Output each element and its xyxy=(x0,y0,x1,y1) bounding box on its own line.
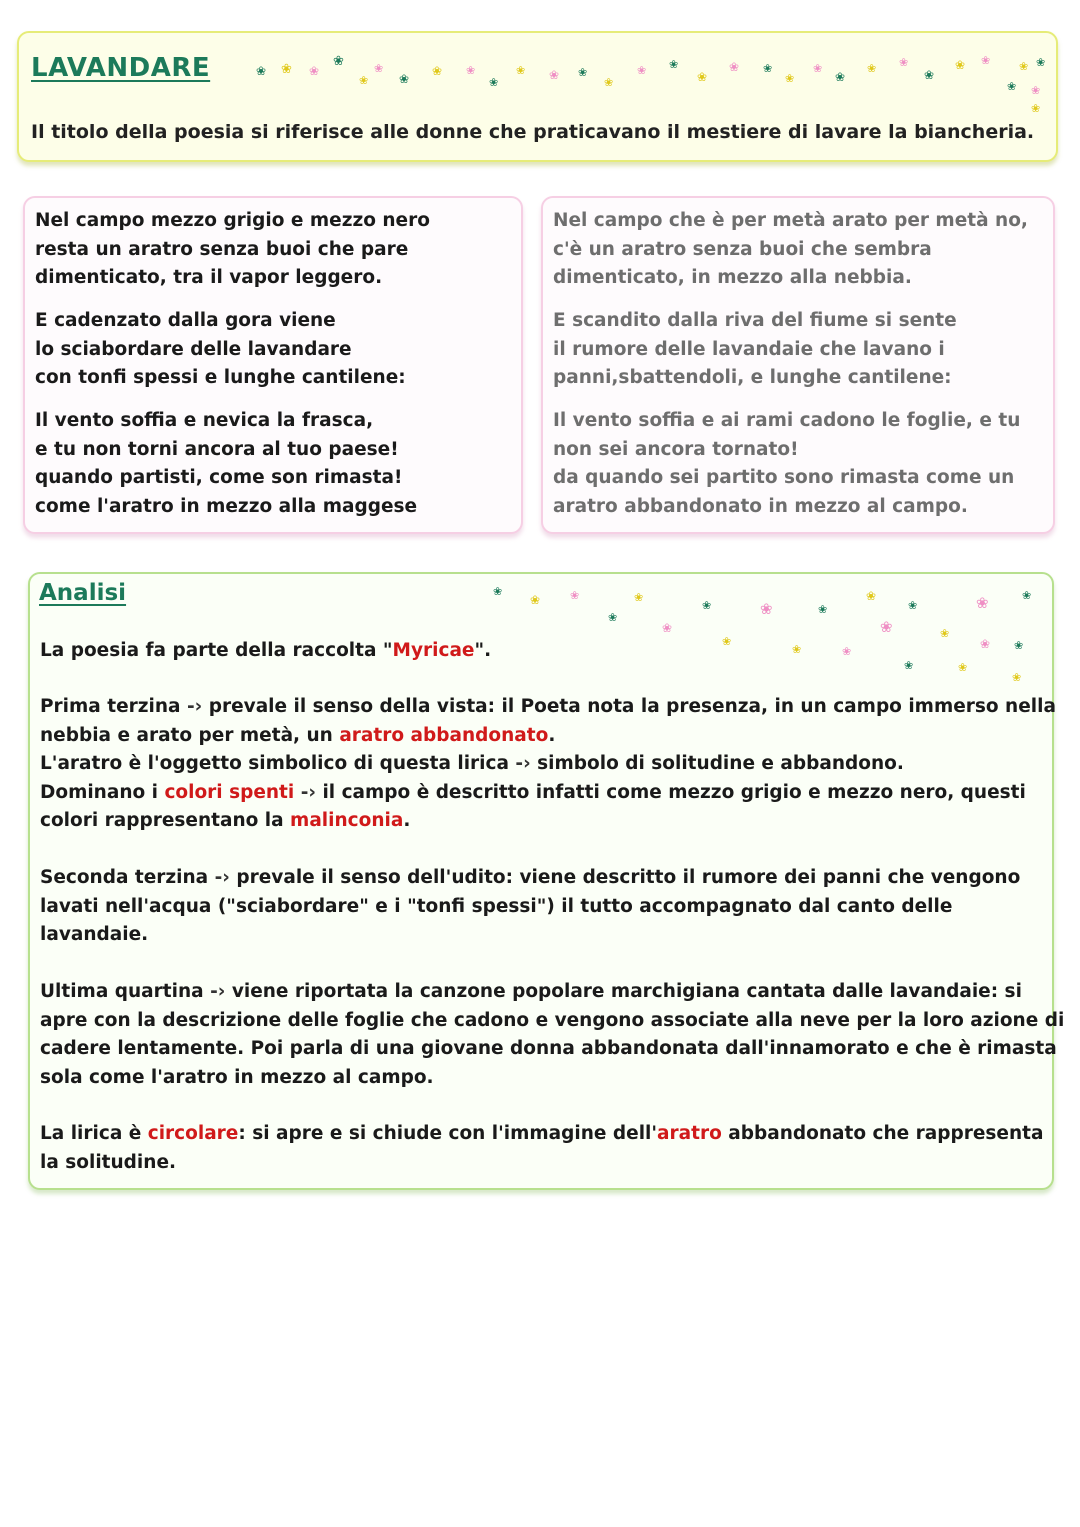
star-icon: ❀ xyxy=(634,591,644,604)
highlight-colori-spenti: colori spenti xyxy=(164,781,295,803)
star-icon: ❀ xyxy=(1019,60,1029,73)
star-icon: ❀ xyxy=(702,599,712,612)
analysis-line xyxy=(40,1120,1045,1149)
star-icon: ❀ xyxy=(1022,589,1032,602)
text: . xyxy=(548,724,556,746)
analysis-title: Analisi xyxy=(39,580,127,606)
poem-line: Nel campo mezzo grigio e mezzo nero xyxy=(35,210,430,231)
star-icon: ❀ xyxy=(924,68,935,82)
analysis-line: cadere lentamente. Poi parla di una giovane donna abbandonata dall'innamorato e che è rimasta xyxy=(40,1038,1057,1059)
text: ". xyxy=(474,640,492,661)
highlight-myricae: Myricae xyxy=(392,640,475,661)
poem-line: resta un aratro senza buoi che pare xyxy=(35,238,409,260)
star-icon: ❀ xyxy=(669,58,679,71)
paraphrase-line: aratro abbandonato in mezzo al campo. xyxy=(553,495,968,517)
paraphrase-stanza-2 xyxy=(553,307,957,393)
star-icon: ❀ xyxy=(489,76,499,89)
analysis-line: la solitudine. xyxy=(40,1151,177,1173)
paraphrase-line: E scandito dalla riva del fiume si sente xyxy=(553,310,957,331)
paraphrase-line: c'è un aratro senza buoi che sembra xyxy=(553,238,932,260)
star-icon: ❀ xyxy=(432,64,443,78)
star-icon: ❀ xyxy=(729,60,740,74)
text: Ultima quartina xyxy=(40,981,204,1002)
star-icon: ❀ xyxy=(904,659,914,672)
star-icon: ❀ xyxy=(842,645,852,658)
text: prevale il senso dell'udito: viene descritto il rumore dei panni che vengono xyxy=(229,867,1021,888)
star-icon: ❀ xyxy=(1031,102,1041,115)
highlight-aratro: aratro xyxy=(657,1123,722,1144)
star-icon: ❀ xyxy=(530,593,541,607)
star-icon: ❀ xyxy=(1007,80,1017,93)
paraphrase-stanza-3 xyxy=(553,407,1020,521)
paraphrase-stanza-1 xyxy=(553,207,1028,293)
poem-paraphrase-card xyxy=(541,196,1055,534)
star-icon: ❀ xyxy=(867,62,877,75)
star-icon: ❀ xyxy=(697,70,708,84)
poem-line: lo sciabordare delle lavandare xyxy=(35,338,352,360)
star-icon: ❀ xyxy=(374,62,384,75)
paraphrase-line: Nel campo che è per metà arato per metà no, xyxy=(553,210,1028,231)
star-icon: ❀ xyxy=(549,68,560,82)
paraphrase-line: panni,sbattendoli, e lunghe cantilene: xyxy=(553,367,952,388)
analysis-line xyxy=(40,693,1056,722)
analysis-card xyxy=(28,572,1065,1190)
text: nebbia e arato per metà, un xyxy=(40,724,340,746)
analysis-paragraph-5 xyxy=(40,1120,1045,1177)
text: viene riportata la canzone popolare marchigiana cantata dalle lavandaie: si xyxy=(225,981,1022,1002)
star-icon: ❀ xyxy=(1014,639,1024,652)
star-icon: ❀ xyxy=(493,585,503,598)
analysis-paragraph-3 xyxy=(40,864,1045,950)
star-icon: ❀ xyxy=(608,611,618,624)
star-icon: ❀ xyxy=(1012,671,1022,684)
analysis-line xyxy=(40,864,1045,893)
poem-line: come l'aratro in mezzo alla maggese xyxy=(35,495,418,517)
star-icon: ❀ xyxy=(1036,56,1046,69)
star-icon: ❀ xyxy=(399,72,410,86)
star-icon: ❀ xyxy=(256,64,267,78)
poem-original-card xyxy=(23,196,523,534)
text: Prima terzina xyxy=(40,696,181,717)
poem-stanza-3 xyxy=(35,407,417,521)
text: colori rappresentano la xyxy=(40,810,291,831)
star-icon: ❀ xyxy=(899,56,909,69)
analysis-line: lavati nell'acqua ("sciabordare" e i "tonfi spessi") il tutto accompagnato dal canto delle xyxy=(40,895,953,917)
star-icon: ❀ xyxy=(722,635,732,648)
arrow-icon: -› xyxy=(300,781,317,803)
analysis-line xyxy=(40,722,1045,751)
text: La poesia fa parte della raccolta " xyxy=(40,640,393,661)
analysis-line xyxy=(40,978,1045,1007)
star-icon: ❀ xyxy=(604,76,614,89)
text: L'aratro è l'oggetto simbolico di questa lirica xyxy=(40,753,516,774)
arrow-icon: -› xyxy=(214,867,230,888)
star-icon: ❀ xyxy=(955,58,966,72)
paraphrase-line: da quando sei partito sono rimasta come un xyxy=(553,467,1015,488)
star-icon: ❀ xyxy=(760,600,773,618)
star-icon: ❀ xyxy=(466,64,476,77)
text: La lirica è xyxy=(40,1123,148,1144)
text: il campo è descritto infatti come mezzo grigio e mezzo nero, questi xyxy=(316,781,1026,803)
star-icon: ❀ xyxy=(835,70,846,84)
paraphrase-line: il rumore delle lavandaie che lavano i xyxy=(553,338,945,360)
star-icon: ❀ xyxy=(359,74,369,87)
arrow-icon: -› xyxy=(515,753,531,774)
poem-stanza-2 xyxy=(35,307,406,393)
star-icon: ❀ xyxy=(940,627,950,640)
analysis-line xyxy=(40,750,1045,779)
highlight-malinconia: malinconia xyxy=(290,810,404,831)
text: abbandonato che rappresenta xyxy=(721,1123,1044,1144)
star-icon: ❀ xyxy=(981,54,991,67)
intro-text: Il titolo della poesia si riferisce alle donne che praticavano il mestiere di lavare la biancheria. xyxy=(31,121,1035,143)
analysis-paragraph-1 xyxy=(40,637,1045,666)
highlight-circolare: circolare xyxy=(147,1123,239,1144)
highlight-aratro-abbandonato: aratro abbandonato xyxy=(339,724,549,746)
poem-stanza-1 xyxy=(35,207,430,293)
text: : si apre e si chiude con l'immagine dell' xyxy=(238,1123,658,1144)
text: . xyxy=(403,810,411,831)
paraphrase-line: dimenticato, in mezzo alla nebbia. xyxy=(553,267,912,288)
text: simbolo di solitudine e abbandono. xyxy=(530,753,904,774)
poem-line: e tu non torni ancora al tuo paese! xyxy=(35,438,399,460)
star-icon: ❀ xyxy=(813,62,823,75)
star-icon: ❀ xyxy=(570,589,580,602)
star-icon: ❀ xyxy=(516,64,526,77)
arrow-icon: -› xyxy=(186,696,203,717)
paraphrase-line: non sei ancora tornato! xyxy=(553,438,799,460)
star-icon: ❀ xyxy=(281,62,292,77)
star-icon: ❀ xyxy=(662,621,673,635)
poem-line: quando partisti, come son rimasta! xyxy=(35,467,403,488)
star-icon: ❀ xyxy=(980,637,991,651)
paraphrase-line: Il vento soffia e ai rami cadono le foglie, e tu xyxy=(553,410,1021,431)
poem-line: E cadenzato dalla gora viene xyxy=(35,310,336,331)
poem-line: dimenticato, tra il vapor leggero. xyxy=(35,267,383,288)
analysis-paragraph-4 xyxy=(40,978,1065,1092)
star-icon: ❀ xyxy=(578,66,588,79)
title-card xyxy=(17,31,1058,162)
star-icon: ❀ xyxy=(785,72,795,85)
star-icon: ❀ xyxy=(763,62,773,75)
text: Dominano i xyxy=(40,781,165,803)
text: prevale il senso della vista: il Poeta nota la presenza, in un campo immerso nella xyxy=(202,696,1056,717)
analysis-line: apre con la descrizione delle foglie che cadono e vengono associate alla neve per la loro azione di xyxy=(40,1009,1065,1031)
text: Seconda terzina xyxy=(40,867,209,888)
star-icon: ❀ xyxy=(818,603,828,616)
star-icon: ❀ xyxy=(637,64,647,77)
star-icon: ❀ xyxy=(866,589,877,603)
star-icon: ❀ xyxy=(958,661,968,674)
analysis-line xyxy=(40,779,1045,808)
star-icon: ❀ xyxy=(976,594,989,612)
analysis-line: lavandaie. xyxy=(40,924,149,945)
star-icon: ❀ xyxy=(1031,84,1041,97)
poem-line: Il vento soffia e nevica la frasca, xyxy=(35,410,374,431)
star-icon: ❀ xyxy=(908,599,918,612)
poem-line: con tonfi spessi e lunghe cantilene: xyxy=(35,367,406,388)
star-icon: ❀ xyxy=(792,643,802,656)
arrow-icon: -› xyxy=(210,981,226,1002)
analysis-line: sola come l'aratro in mezzo al campo. xyxy=(40,1066,434,1088)
analysis-line xyxy=(40,807,1045,836)
star-icon: ❀ xyxy=(333,54,344,69)
star-icon: ❀ xyxy=(880,618,893,636)
star-icon: ❀ xyxy=(309,64,320,78)
page-title: LAVANDARE xyxy=(31,53,211,83)
analysis-paragraph-2 xyxy=(40,693,1056,836)
